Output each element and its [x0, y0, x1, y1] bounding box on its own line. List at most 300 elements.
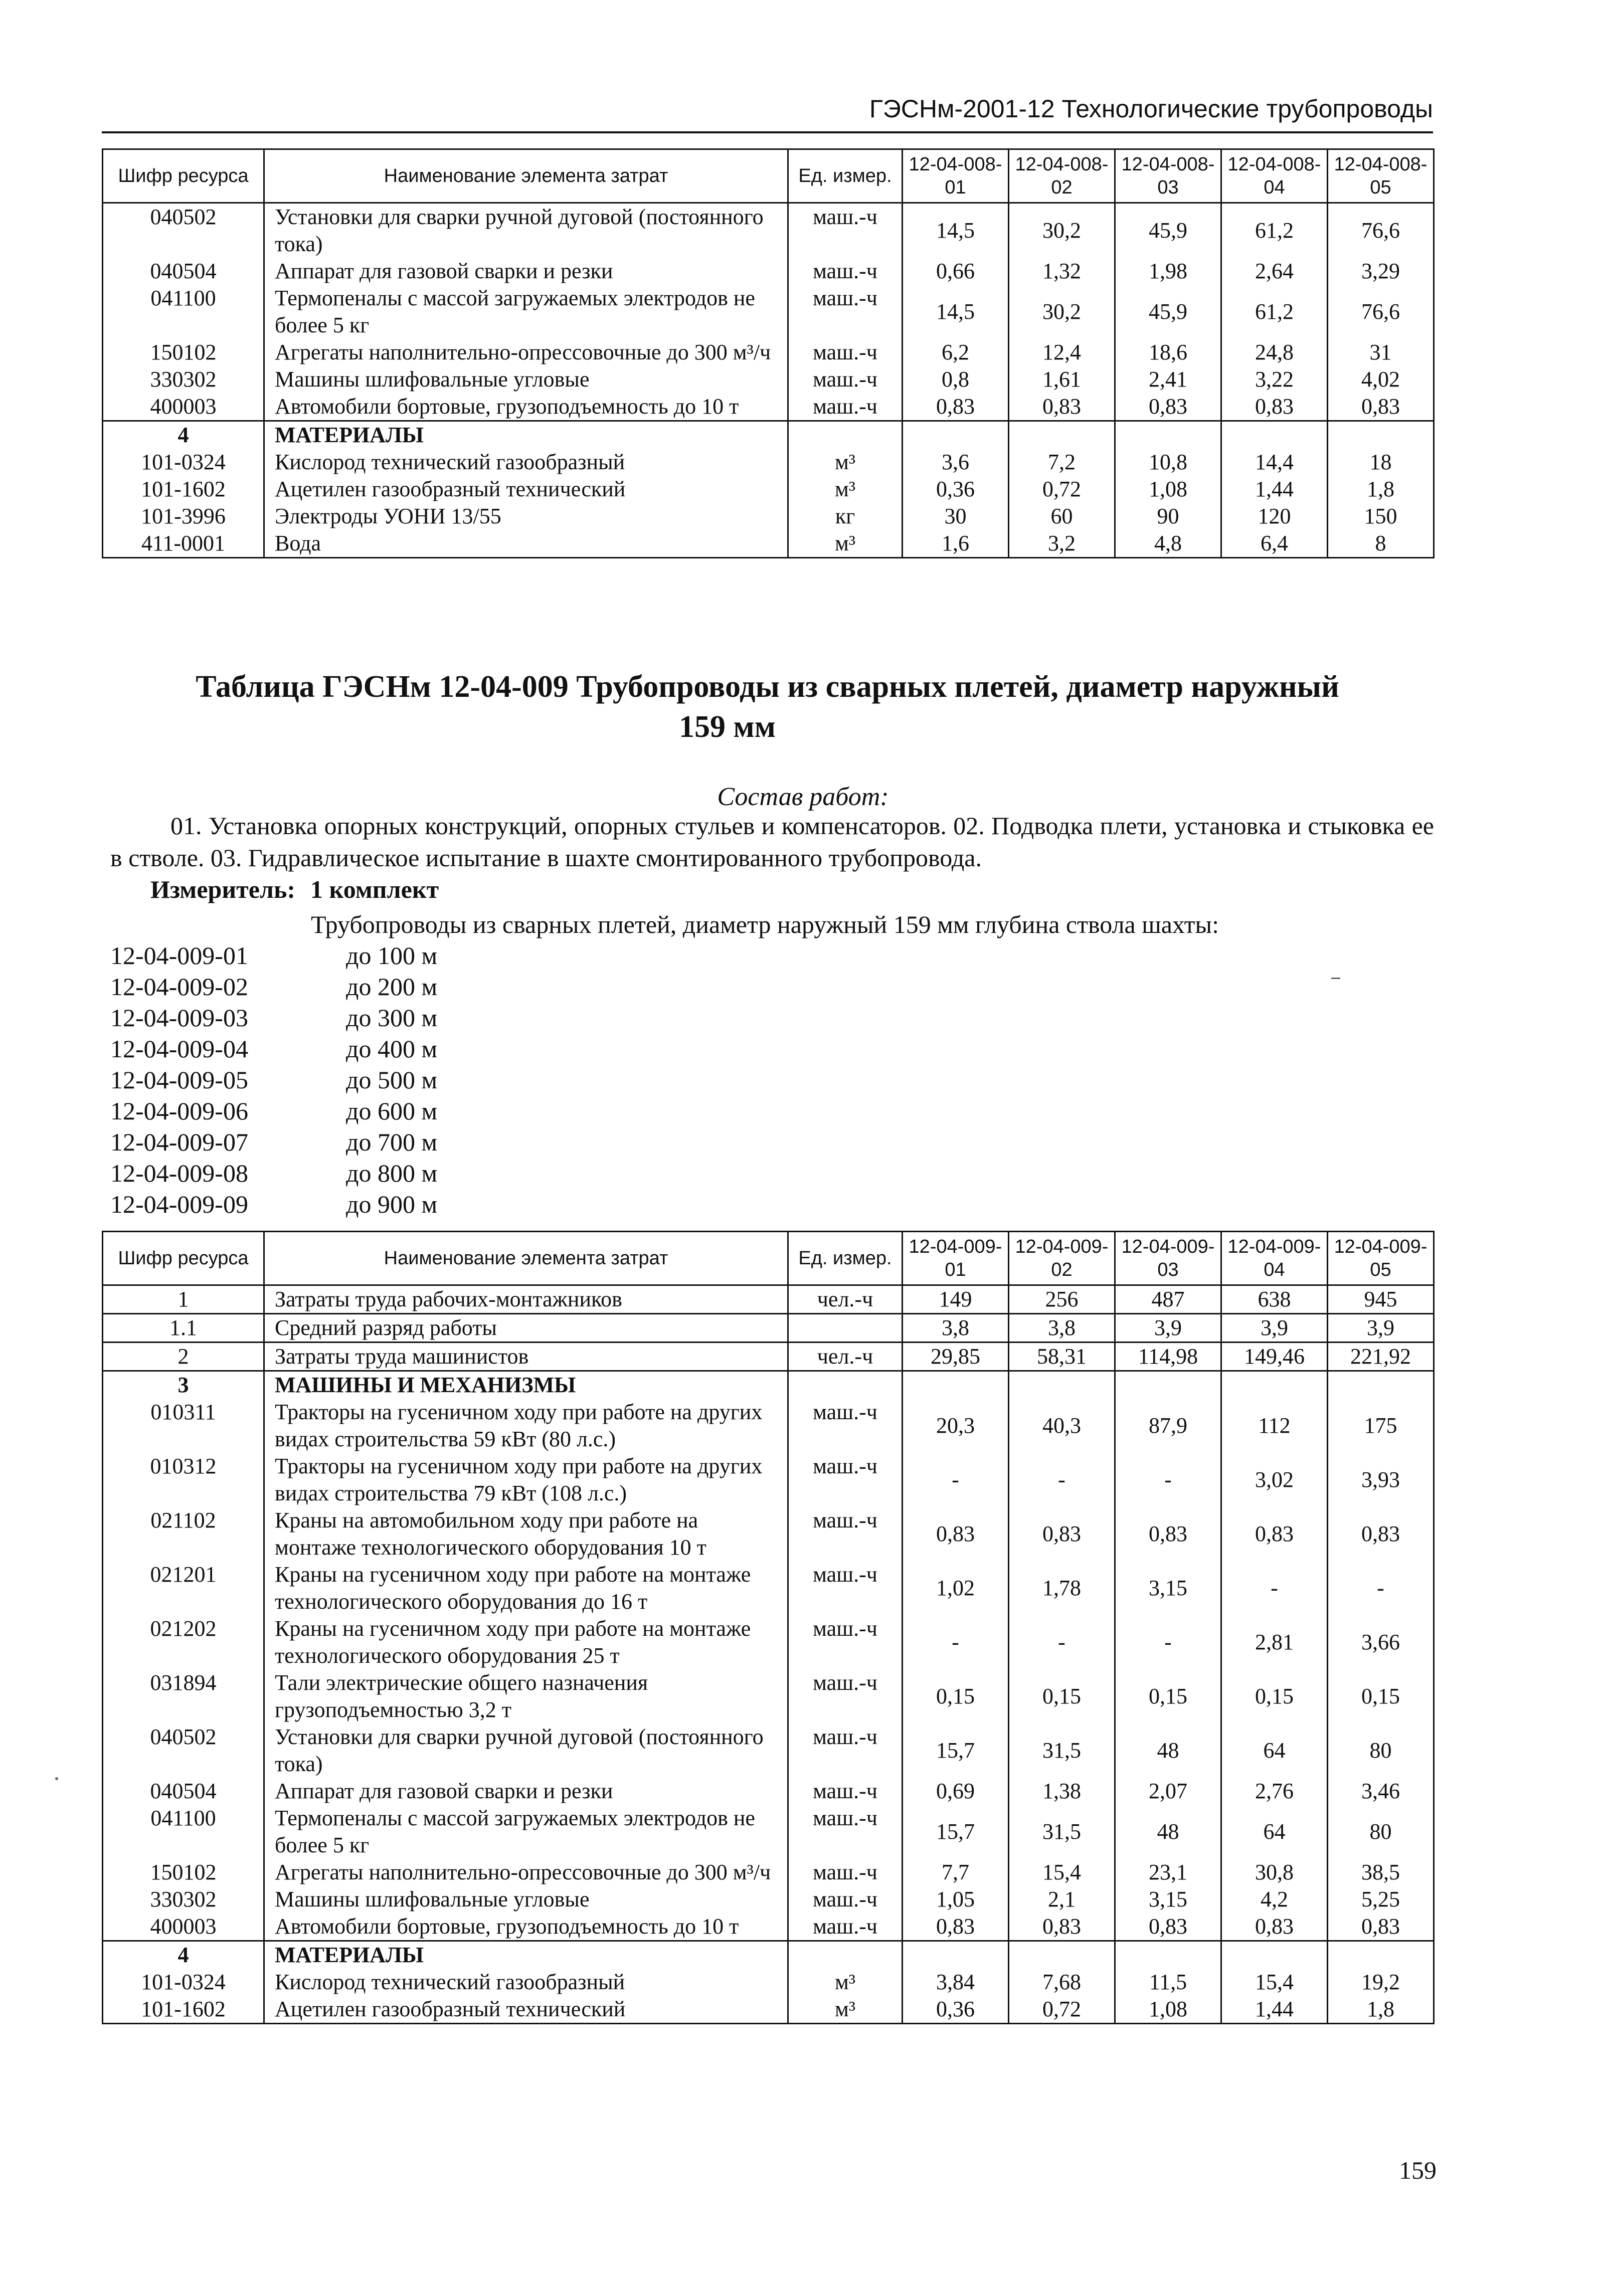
section-row: [103, 1371, 1434, 1399]
resource-name: Электроды УОНИ 13/55: [264, 503, 788, 530]
value-cell: 2,07: [1115, 1778, 1221, 1805]
unit-cell: м³: [788, 530, 903, 558]
header-col-3: 12-04-009-03: [1115, 1232, 1221, 1285]
unit-cell: маш.-ч: [788, 203, 903, 258]
resource-name: Автомобили бортовые, грузоподъемность до 10 т: [264, 1913, 788, 1941]
unit-cell: маш.-ч: [788, 1561, 903, 1615]
value-cell: 0,72: [1009, 1996, 1115, 2024]
empty-cell: [903, 1371, 1009, 1399]
estimate-code: 12-04-009-04: [110, 1035, 248, 1063]
header-col-4: 12-04-009-04: [1221, 1232, 1328, 1285]
header-col-4: 12-04-008-04: [1221, 149, 1328, 203]
value-cell: 3,66: [1328, 1615, 1434, 1669]
list-item: [110, 1002, 437, 1033]
value-cell: 3,29: [1328, 258, 1434, 285]
unit-cell: маш.-ч: [788, 393, 903, 421]
resource-name: Вода: [264, 530, 788, 558]
unit-cell: кг: [788, 503, 903, 530]
value-cell: 150: [1328, 503, 1434, 530]
table-body: [103, 1285, 1434, 2024]
resource-code: 1.1: [103, 1314, 264, 1343]
value-cell: 18: [1328, 449, 1434, 476]
value-cell: -: [903, 1453, 1009, 1507]
unit-cell: маш.-ч: [788, 366, 903, 393]
unit-cell: маш.-ч: [788, 1859, 903, 1886]
value-cell: 14,4: [1221, 449, 1328, 476]
resource-name: Термопеналы с массой загружаемых электродов не более 5 кг: [264, 1805, 788, 1859]
value-cell: 114,98: [1115, 1343, 1221, 1371]
list-item: [110, 1064, 437, 1095]
value-cell: 4,02: [1328, 366, 1434, 393]
value-cell: 14,5: [903, 203, 1009, 258]
value-cell: 76,6: [1328, 203, 1434, 258]
value-cell: 30: [903, 503, 1009, 530]
running-head: ГЭСНм-2001-12 Технологические трубопроводы: [869, 95, 1433, 123]
header-unit: Ед. измер.: [788, 149, 903, 203]
codes-subheading: Трубопроводы из сварных плетей, диаметр наружный 159 мм глубина ствола шахты:: [311, 910, 1219, 938]
header-col-2: 12-04-008-02: [1009, 149, 1115, 203]
header-col-5: 12-04-008-05: [1328, 149, 1434, 203]
empty-cell: [1115, 1941, 1221, 1969]
resource-name: Краны на автомобильном ходу при работе на монтаже технологического оборудования 10 т: [264, 1507, 788, 1561]
value-cell: 0,83: [1221, 1913, 1328, 1941]
value-cell: 0,83: [903, 393, 1009, 421]
value-cell: 3,22: [1221, 366, 1328, 393]
value-cell: 31,5: [1009, 1724, 1115, 1778]
resource-name: Тали электрические общего назначения грузоподъемностью 3,2 т: [264, 1669, 788, 1724]
stray-dot-mark: [55, 1777, 58, 1780]
value-cell: 0,83: [1221, 393, 1328, 421]
resource-name: Машины шлифовальные угловые: [264, 1886, 788, 1913]
table-row: [103, 530, 1434, 558]
resource-code: 040502: [103, 1724, 264, 1778]
unit-cell: чел.-ч: [788, 1285, 903, 1314]
table-row: [103, 1805, 1434, 1859]
value-cell: 3,8: [1009, 1314, 1115, 1343]
estimate-code: 12-04-009-05: [110, 1066, 248, 1094]
unit-cell: маш.-ч: [788, 1913, 903, 1941]
table-row: [103, 1913, 1434, 1941]
stray-dash-mark: [1331, 978, 1340, 979]
value-cell: 0,83: [1328, 1507, 1434, 1561]
value-cell: 3,93: [1328, 1453, 1434, 1507]
empty-cell: [1328, 1941, 1434, 1969]
value-cell: 6,2: [903, 339, 1009, 366]
depth-description: до 600 м: [346, 1097, 438, 1125]
value-cell: 0,83: [903, 1913, 1009, 1941]
value-cell: 29,85: [903, 1343, 1009, 1371]
table-row: [103, 1886, 1434, 1913]
empty-cell: [788, 421, 903, 449]
depth-description: до 100 м: [346, 941, 438, 970]
value-cell: 48: [1115, 1805, 1221, 1859]
value-cell: 6,4: [1221, 530, 1328, 558]
measure-label: Измеритель:: [150, 875, 296, 903]
value-cell: 3,46: [1328, 1778, 1434, 1805]
resource-code: 031894: [103, 1669, 264, 1724]
header-col-5: 12-04-009-05: [1328, 1232, 1434, 1285]
resource-code: 041100: [103, 285, 264, 339]
value-cell: 4,8: [1115, 530, 1221, 558]
empty-cell: [1328, 1371, 1434, 1399]
value-cell: 80: [1328, 1805, 1434, 1859]
resource-name: Агрегаты наполнительно-опрессовочные до 300 м³/ч: [264, 339, 788, 366]
resource-name: Термопеналы с массой загружаемых электродов не более 5 кг: [264, 285, 788, 339]
value-cell: 20,3: [903, 1399, 1009, 1453]
value-cell: 64: [1221, 1724, 1328, 1778]
value-cell: 61,2: [1221, 285, 1328, 339]
value-cell: 3,2: [1009, 530, 1115, 558]
table-row: [103, 1453, 1434, 1507]
empty-cell: [1221, 421, 1328, 449]
value-cell: 87,9: [1115, 1399, 1221, 1453]
codes-list: [110, 940, 437, 1220]
estimate-code: 12-04-009-01: [110, 941, 248, 970]
value-cell: 0,72: [1009, 476, 1115, 503]
value-cell: 60: [1009, 503, 1115, 530]
value-cell: 1,38: [1009, 1778, 1115, 1805]
value-cell: 31: [1328, 339, 1434, 366]
resource-name: Тракторы на гусеничном ходу при работе на других видах строительства 79 кВт (108 л.с.): [264, 1453, 788, 1507]
resource-code: 021202: [103, 1615, 264, 1669]
list-item: [110, 1095, 437, 1126]
resource-code: 041100: [103, 1805, 264, 1859]
resource-name: Краны на гусеничном ходу при работе на монтаже технологического оборудования до 16 т: [264, 1561, 788, 1615]
resource-code: 2: [103, 1343, 264, 1371]
value-cell: 0,83: [1009, 1913, 1115, 1941]
table-row: [103, 1285, 1434, 1314]
empty-cell: [1115, 1371, 1221, 1399]
value-cell: 3,15: [1115, 1886, 1221, 1913]
value-cell: -: [1115, 1453, 1221, 1507]
resource-name: Аппарат для газовой сварки и резки: [264, 258, 788, 285]
unit-cell: м³: [788, 449, 903, 476]
value-cell: 40,3: [1009, 1399, 1115, 1453]
value-cell: 10,8: [1115, 449, 1221, 476]
unit-cell: маш.-ч: [788, 285, 903, 339]
value-cell: 1,44: [1221, 476, 1328, 503]
value-cell: 80: [1328, 1724, 1434, 1778]
resource-code: 101-1602: [103, 476, 264, 503]
depth-description: до 900 м: [346, 1190, 438, 1218]
value-cell: 3,02: [1221, 1453, 1328, 1507]
list-item: [110, 1033, 437, 1064]
value-cell: 2,41: [1115, 366, 1221, 393]
value-cell: 2,81: [1221, 1615, 1328, 1669]
value-cell: 7,7: [903, 1859, 1009, 1886]
table-row: [103, 1859, 1434, 1886]
value-cell: 0,36: [903, 476, 1009, 503]
list-item: [110, 1126, 437, 1158]
section-code: 4: [103, 1941, 264, 1969]
value-cell: 1,98: [1115, 258, 1221, 285]
resource-name: Установки для сварки ручной дуговой (постоянного тока): [264, 1724, 788, 1778]
value-cell: 1,05: [903, 1886, 1009, 1913]
value-cell: 3,84: [903, 1969, 1009, 1996]
value-cell: 1,44: [1221, 1996, 1328, 2024]
list-item: [110, 940, 437, 971]
value-cell: 3,9: [1115, 1314, 1221, 1343]
value-cell: 2,76: [1221, 1778, 1328, 1805]
unit-cell: м³: [788, 1996, 903, 2024]
unit-cell: маш.-ч: [788, 1724, 903, 1778]
resource-code: 411-0001: [103, 530, 264, 558]
value-cell: 2,64: [1221, 258, 1328, 285]
measure-value: 1 комплект: [310, 875, 439, 903]
value-cell: 221,92: [1328, 1343, 1434, 1371]
header-col-3: 12-04-008-03: [1115, 149, 1221, 203]
unit-cell: маш.-ч: [788, 1805, 903, 1859]
value-cell: 0,83: [1221, 1507, 1328, 1561]
value-cell: 175: [1328, 1399, 1434, 1453]
section-label: МАШИНЫ И МЕХАНИЗМЫ: [264, 1371, 788, 1399]
value-cell: 112: [1221, 1399, 1328, 1453]
resource-code: 101-0324: [103, 449, 264, 476]
value-cell: 0,69: [903, 1778, 1009, 1805]
table-row: [103, 503, 1434, 530]
depth-description: до 700 м: [346, 1128, 438, 1156]
value-cell: 19,2: [1328, 1969, 1434, 1996]
value-cell: 0,15: [1221, 1669, 1328, 1724]
value-cell: 1,8: [1328, 1996, 1434, 2024]
value-cell: 30,8: [1221, 1859, 1328, 1886]
table-row: [103, 285, 1434, 339]
section-row: [103, 421, 1434, 449]
resource-code: 1: [103, 1285, 264, 1314]
table-row: [103, 258, 1434, 285]
resource-name: Кислород технический газообразный: [264, 1969, 788, 1996]
resource-code: 150102: [103, 1859, 264, 1886]
empty-cell: [1009, 1941, 1115, 1969]
resource-name: Затраты труда рабочих-монтажников: [264, 1285, 788, 1314]
value-cell: 23,1: [1115, 1859, 1221, 1886]
resource-code: 040502: [103, 203, 264, 258]
empty-cell: [1009, 421, 1115, 449]
table-row: [103, 449, 1434, 476]
work-composition-heading: Состав работ:: [717, 783, 889, 811]
value-cell: 31,5: [1009, 1805, 1115, 1859]
resource-code: 021102: [103, 1507, 264, 1561]
value-cell: 24,8: [1221, 339, 1328, 366]
resource-code: 400003: [103, 393, 264, 421]
value-cell: 0,83: [1115, 1913, 1221, 1941]
value-cell: -: [1221, 1561, 1328, 1615]
value-cell: 0,66: [903, 258, 1009, 285]
resource-code: 021201: [103, 1561, 264, 1615]
estimate-code: 12-04-009-07: [110, 1128, 248, 1156]
unit-cell: чел.-ч: [788, 1343, 903, 1371]
value-cell: 0,83: [1328, 393, 1434, 421]
table-row: [103, 1778, 1434, 1805]
resource-code: 400003: [103, 1913, 264, 1941]
resource-name: Агрегаты наполнительно-опрессовочные до 300 м³/ч: [264, 1859, 788, 1886]
value-cell: 7,2: [1009, 449, 1115, 476]
value-cell: 61,2: [1221, 203, 1328, 258]
value-cell: 3,8: [903, 1314, 1009, 1343]
value-cell: 0,83: [1115, 393, 1221, 421]
value-cell: 15,4: [1009, 1859, 1115, 1886]
depth-description: до 300 м: [346, 1004, 438, 1032]
header-col-2: 12-04-009-02: [1009, 1232, 1115, 1285]
table-row: [103, 476, 1434, 503]
value-cell: 0,15: [1328, 1669, 1434, 1724]
section-code: 3: [103, 1371, 264, 1399]
resource-code: 010311: [103, 1399, 264, 1453]
unit-cell: [788, 1314, 903, 1343]
table-row: [103, 203, 1434, 258]
value-cell: 90: [1115, 503, 1221, 530]
unit-cell: м³: [788, 476, 903, 503]
empty-cell: [903, 421, 1009, 449]
value-cell: 0,36: [903, 1996, 1009, 2024]
value-cell: 487: [1115, 1285, 1221, 1314]
resource-code: 040504: [103, 258, 264, 285]
resource-name: Установки для сварки ручной дуговой (постоянного тока): [264, 203, 788, 258]
value-cell: -: [1328, 1561, 1434, 1615]
value-cell: 3,9: [1328, 1314, 1434, 1343]
table-header-row: [103, 149, 1434, 203]
value-cell: 1,32: [1009, 258, 1115, 285]
section-row: [103, 1941, 1434, 1969]
value-cell: 1,8: [1328, 476, 1434, 503]
section-label: МАТЕРИАЛЫ: [264, 421, 788, 449]
value-cell: 120: [1221, 503, 1328, 530]
header-code: Шифр ресурса: [103, 1232, 264, 1285]
resource-name: Ацетилен газообразный технический: [264, 476, 788, 503]
value-cell: 945: [1328, 1285, 1434, 1314]
value-cell: 1,61: [1009, 366, 1115, 393]
value-cell: 64: [1221, 1805, 1328, 1859]
resource-code: 150102: [103, 339, 264, 366]
value-cell: 149: [903, 1285, 1009, 1314]
page-number: 159: [1399, 2156, 1437, 2184]
empty-cell: [1009, 1371, 1115, 1399]
section-label: МАТЕРИАЛЫ: [264, 1941, 788, 1969]
header-name: Наименование элемента затрат: [264, 1232, 788, 1285]
value-cell: 38,5: [1328, 1859, 1434, 1886]
value-cell: 30,2: [1009, 285, 1115, 339]
value-cell: 638: [1221, 1285, 1328, 1314]
work-composition-text: 01. Установка опорных конструкций, опорных стульев и компенсаторов. 02. Подводка плети, установка и стыковка ее в стволе. 03. Гидравлическое испытание в шахте смонтированного трубопровода.: [110, 812, 1434, 872]
unit-cell: маш.-ч: [788, 258, 903, 285]
unit-cell: м³: [788, 1969, 903, 1996]
unit-cell: маш.-ч: [788, 1886, 903, 1913]
table-row: [103, 366, 1434, 393]
measure-line: [150, 875, 439, 904]
value-cell: 58,31: [1009, 1343, 1115, 1371]
value-cell: 0,15: [1009, 1669, 1115, 1724]
value-cell: 0,83: [1009, 393, 1115, 421]
value-cell: -: [1009, 1453, 1115, 1507]
value-cell: 3,9: [1221, 1314, 1328, 1343]
header-code: Шифр ресурса: [103, 149, 264, 203]
table-row: [103, 1996, 1434, 2024]
depth-description: до 800 м: [346, 1159, 438, 1187]
value-cell: 0,83: [1115, 1507, 1221, 1561]
table-row: [103, 1615, 1434, 1669]
resource-code: 330302: [103, 366, 264, 393]
value-cell: 15,7: [903, 1724, 1009, 1778]
empty-cell: [903, 1941, 1009, 1969]
table-title-line-1: Таблица ГЭСНм 12-04-009 Трубопроводы из сварных плетей, диаметр наружный: [196, 670, 1339, 704]
value-cell: 5,25: [1328, 1886, 1434, 1913]
table-row: [103, 1969, 1434, 1996]
table-row: [103, 1724, 1434, 1778]
value-cell: 45,9: [1115, 285, 1221, 339]
header-name: Наименование элемента затрат: [264, 149, 788, 203]
header-col-1: 12-04-008-01: [903, 149, 1009, 203]
empty-cell: [1328, 421, 1434, 449]
unit-cell: маш.-ч: [788, 1399, 903, 1453]
value-cell: -: [1115, 1615, 1221, 1669]
empty-cell: [788, 1371, 903, 1399]
header-unit: Ед. измер.: [788, 1232, 903, 1285]
value-cell: 45,9: [1115, 203, 1221, 258]
estimate-code: 12-04-009-02: [110, 973, 248, 1001]
value-cell: 14,5: [903, 285, 1009, 339]
resource-code: 101-3996: [103, 503, 264, 530]
value-cell: 1,08: [1115, 476, 1221, 503]
resource-name: Краны на гусеничном ходу при работе на монтаже технологического оборудования 25 т: [264, 1615, 788, 1669]
value-cell: -: [1009, 1615, 1115, 1669]
estimate-code: 12-04-009-08: [110, 1159, 248, 1187]
value-cell: 18,6: [1115, 339, 1221, 366]
resource-name: Затраты труда машинистов: [264, 1343, 788, 1371]
resource-code: 040504: [103, 1778, 264, 1805]
value-cell: 7,68: [1009, 1969, 1115, 1996]
value-cell: 1,78: [1009, 1561, 1115, 1615]
value-cell: 15,7: [903, 1805, 1009, 1859]
value-cell: 76,6: [1328, 285, 1434, 339]
empty-cell: [1221, 1371, 1328, 1399]
value-cell: -: [903, 1615, 1009, 1669]
value-cell: 1,08: [1115, 1996, 1221, 2024]
resource-code: 101-0324: [103, 1969, 264, 1996]
empty-cell: [1115, 421, 1221, 449]
resource-table-009: [102, 1231, 1435, 2024]
header-rule: [102, 131, 1433, 133]
resource-table-008: [102, 148, 1435, 558]
value-cell: 15,4: [1221, 1969, 1328, 1996]
table-row: [103, 393, 1434, 421]
list-item: [110, 1158, 437, 1189]
value-cell: 3,15: [1115, 1561, 1221, 1615]
value-cell: 0,8: [903, 366, 1009, 393]
resource-code: 101-1602: [103, 1996, 264, 2024]
value-cell: 0,15: [1115, 1669, 1221, 1724]
table-row: [103, 1343, 1434, 1371]
resource-name: Аппарат для газовой сварки и резки: [264, 1778, 788, 1805]
value-cell: 1,02: [903, 1561, 1009, 1615]
empty-cell: [788, 1941, 903, 1969]
empty-cell: [1221, 1941, 1328, 1969]
table-title: [102, 667, 1433, 747]
table-row: [103, 1669, 1434, 1724]
table-title-line-2: 159 мм: [679, 710, 776, 744]
table-body: [103, 203, 1434, 558]
value-cell: 0,15: [903, 1669, 1009, 1724]
depth-description: до 400 м: [346, 1035, 438, 1063]
table-row: [103, 1314, 1434, 1343]
depth-description: до 200 м: [346, 973, 438, 1001]
value-cell: 30,2: [1009, 203, 1115, 258]
value-cell: 8: [1328, 530, 1434, 558]
resource-name: Тракторы на гусеничном ходу при работе на других видах строительства 59 кВт (80 л.с.): [264, 1399, 788, 1453]
value-cell: 48: [1115, 1724, 1221, 1778]
value-cell: 2,1: [1009, 1886, 1115, 1913]
resource-name: Ацетилен газообразный технический: [264, 1996, 788, 2024]
table-row: [103, 1507, 1434, 1561]
